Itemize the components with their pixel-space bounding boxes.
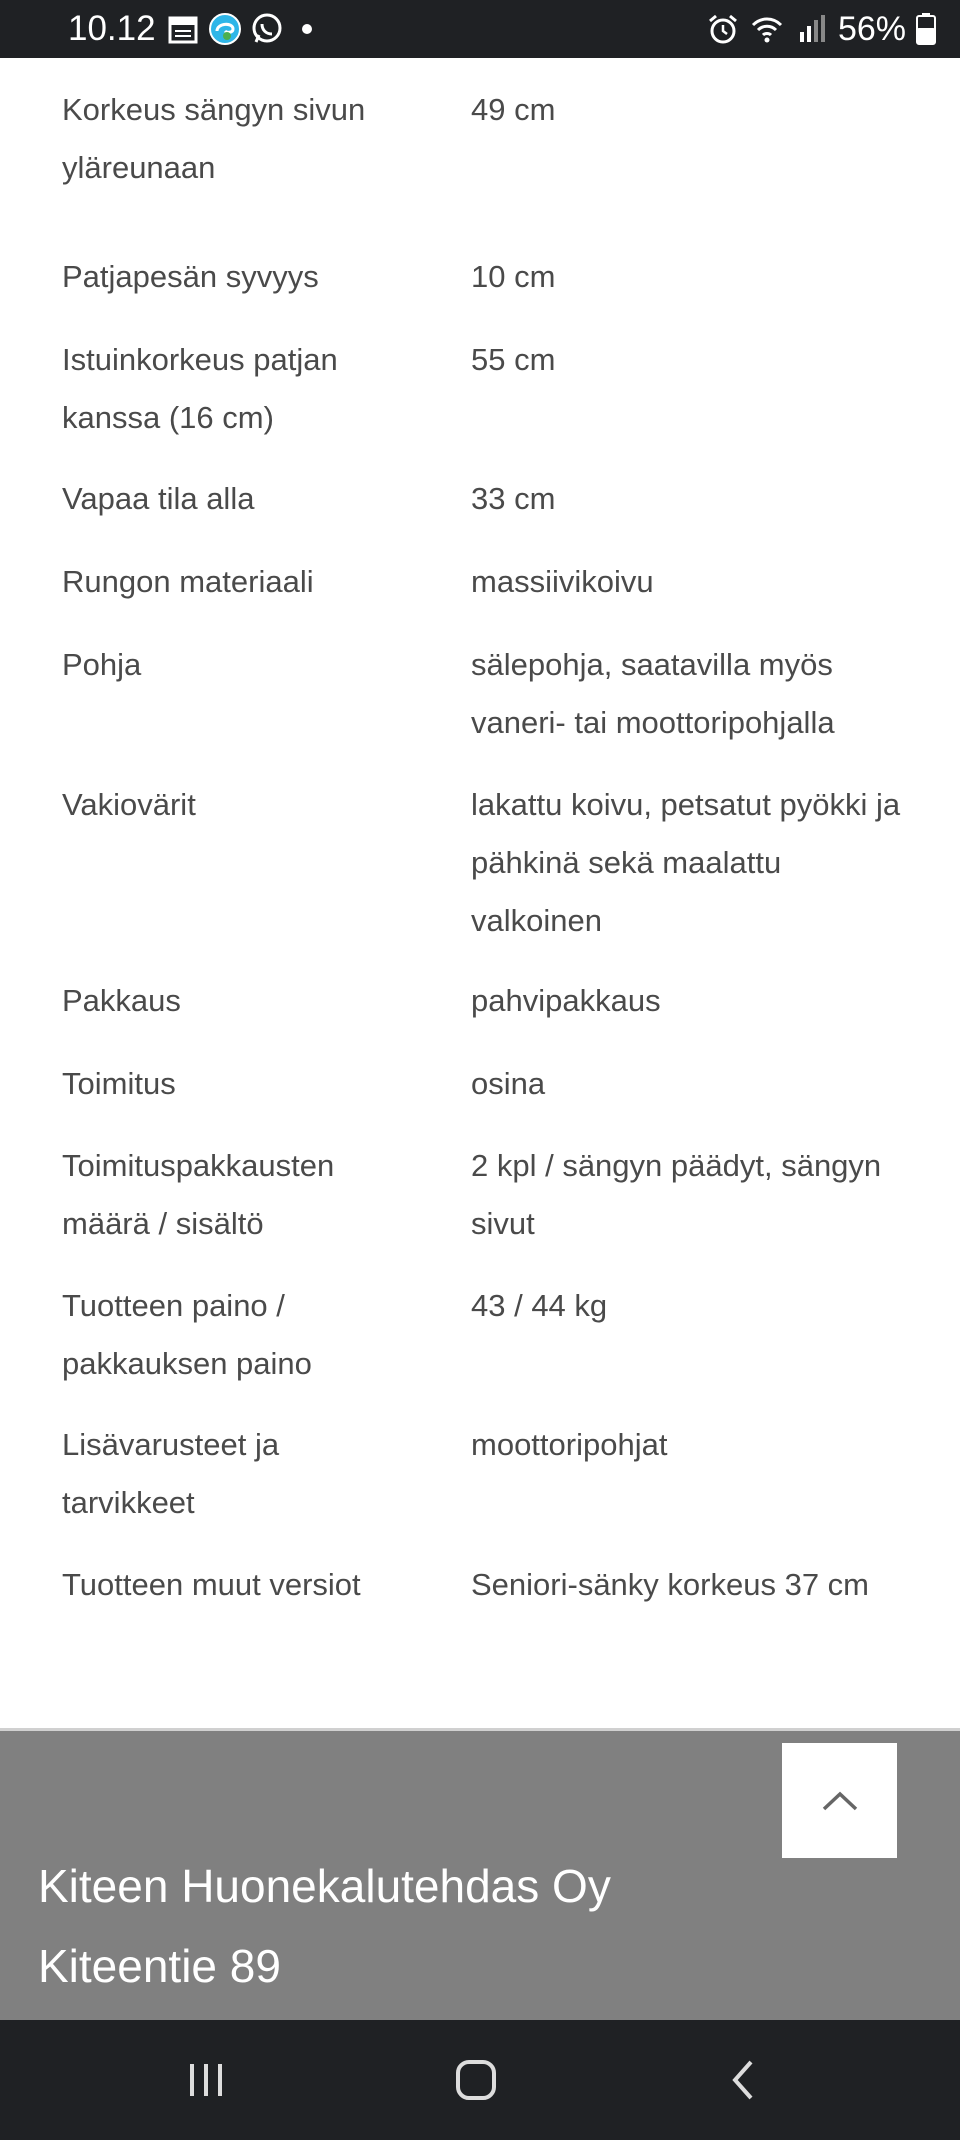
recent-apps-button[interactable] [166, 2050, 246, 2110]
spec-label: Pohja [62, 647, 142, 682]
status-left-icons [166, 12, 312, 46]
spec-value: 43 / 44 kg [471, 1288, 608, 1323]
alarm-icon [706, 12, 740, 46]
spec-value: pahvipakkaus [471, 983, 661, 1018]
chevron-up-icon [820, 1789, 860, 1813]
spec-value: osina [471, 1066, 546, 1101]
spec-value: 49 cm [471, 92, 556, 127]
spec-value: 10 cm [471, 259, 556, 294]
back-icon [729, 2058, 759, 2102]
spec-label: Toimituspakkausten määrä / sisältö [62, 1148, 335, 1241]
recent-apps-icon [184, 2060, 228, 2100]
spec-label: Pakkaus [62, 983, 181, 1018]
signal-icon [794, 12, 828, 46]
battery-percentage: 56% [837, 10, 906, 48]
wifi-icon [750, 12, 784, 46]
spec-label: Lisävarusteet ja tarvikkeet [62, 1427, 280, 1520]
notification-dot-icon [302, 24, 312, 34]
edge-browser-icon [208, 12, 242, 46]
status-bar [0, 0, 960, 58]
spec-label: Korkeus sängyn sivun yläreunaan [62, 92, 366, 185]
spec-label: Vapaa tila alla [62, 481, 255, 516]
spec-value: 2 kpl / sängyn päädyt, sängyn sivut [471, 1148, 882, 1241]
back-to-top-button[interactable] [782, 1743, 897, 1858]
spec-label: Rungon materiaali [62, 564, 314, 599]
spec-value: massiivikoivu [471, 564, 654, 599]
spec-label: Tuotteen paino / pakkauksen paino [62, 1288, 312, 1381]
calendar-icon [166, 12, 200, 46]
battery-icon [916, 13, 936, 45]
back-button[interactable] [704, 2050, 784, 2110]
company-name: Kiteen Huonekalutehdas Oy [38, 1860, 611, 1912]
spec-value: lakattu koivu, petsatut pyökki ja pähkinä sekä maalattu valkoinen [471, 787, 901, 938]
spec-value: sälepohja, saatavilla myös vaneri- tai moottoripohjalla [471, 647, 835, 740]
spec-value: Seniori-sänky korkeus 37 cm [471, 1567, 869, 1602]
status-right-icons [706, 8, 936, 50]
home-icon [454, 2058, 498, 2102]
spec-value: 33 cm [471, 481, 556, 516]
spec-label: Tuotteen muut versiot [62, 1567, 361, 1602]
spec-label: Vakiovärit [62, 787, 196, 822]
home-button[interactable] [436, 2050, 516, 2110]
navigation-bar [0, 2020, 960, 2140]
spec-label: Toimitus [62, 1066, 176, 1101]
status-time: 10.12 [68, 9, 156, 48]
spec-value: moottoripohjat [471, 1427, 668, 1462]
spec-label: Patjapesän syvyys [62, 259, 319, 294]
company-address: Kiteentie 89 [38, 1940, 281, 1992]
spec-value: 55 cm [471, 342, 556, 377]
spec-label: Istuinkorkeus patjan kanssa (16 cm) [62, 342, 338, 435]
whatsapp-icon [250, 12, 284, 46]
